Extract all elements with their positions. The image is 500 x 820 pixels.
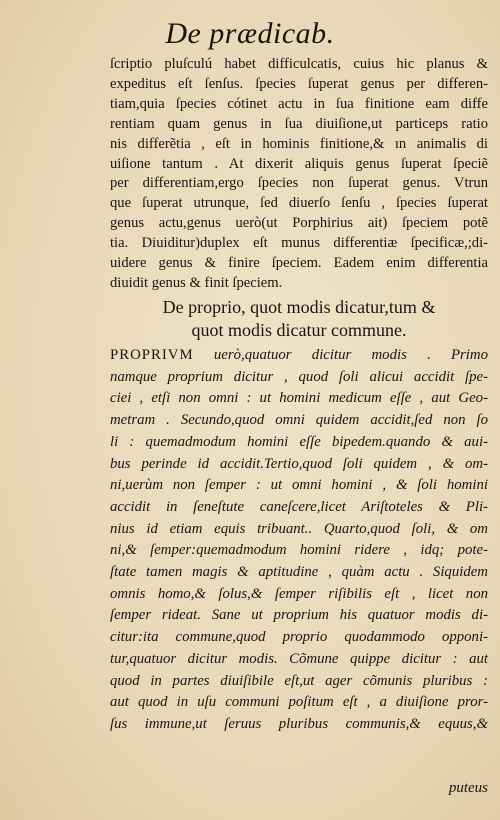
italic-text [110, 345, 488, 736]
text-line: rentiam quam genus in ſua diuiſione,ut particeps ratio [110, 115, 488, 132]
body-text [110, 55, 488, 294]
text-line: citur:ita commune,quod proprio quodammodo opponi- [110, 629, 488, 646]
text-line: tur,quatuor dicitur modis. Cõmune quippe dicitur : aut [110, 650, 488, 667]
text-line: li : quemadmodum homini eſſe bipedem.quando & aui- [110, 433, 488, 450]
text-line-first [110, 345, 488, 367]
first-line-rest: uerò,quatuor dicitur modis . Primo [193, 347, 488, 363]
text-line: ni,& ſemper:quemadmodum homini ridere , idq; pote- [110, 542, 488, 559]
text-line: metram . Secundo,quod omni quidem accidit,ſed non ſo [110, 412, 488, 429]
text-line: nius id etiam equis tribuant.. Quarto,quod ſoli, & om [110, 520, 488, 537]
text-line: accidit in ſeneſtute caneſcere,licet Ariſtoteles & Pli- [110, 498, 488, 515]
text-line: aut quod in uſu communi poſitum eſt , a diuiſione pror- [110, 694, 488, 711]
text-line: namque proprium dicitur , quod ſoli alicui accidit ſpe- [110, 368, 488, 385]
text-line: tiam,quia ſpecies cótinet actu in ſua finitione eam diffe [110, 95, 488, 112]
running-head: De prædicab. [165, 17, 335, 50]
text-line: uiſione tantum . At dixerit aliquis genus ſuperat ſpeciẽ [110, 155, 488, 172]
text-line: ni,uerùm non ſemper : ut omni homini , & ſoli homini [110, 477, 488, 494]
text-line: que ſuperat utrunque, ſed diuerſo ſenſu , ſpecies ſuperat [110, 195, 488, 212]
initial-word: PROPRIVM [110, 347, 194, 363]
section-heading-line-1: De proprio, quot modis dicatur,tum & [162, 297, 436, 317]
text-line: uidere genus & finire ſpeciem. Eadem enim differentia [110, 255, 488, 272]
text-line: ſus immune,ut ſeruus pluribus communis,& equus,& [110, 715, 488, 732]
text-line: expeditus eſt ſenſus. ſpecies ſuperat genus per differen- [110, 75, 488, 92]
text-line: diuidit genus & finit ſpeciem. [110, 274, 283, 291]
text-line: ſemper rideat. Sane ut proprium his quatuor modis di- [110, 607, 488, 624]
catchword: puteus [448, 780, 488, 796]
text-line: ſcriptio pluſculú habet difficulcatis, cuius hic planus & [110, 56, 488, 72]
section-heading-line-2: quot modis dicatur commune. [191, 320, 407, 340]
text-line: ſtate tamen magis & aptitudine , quàm actu . Siquidem [110, 564, 488, 581]
text-line: quod in partes diuiſibile eſt,ut ager cõmunis pluribus : [110, 672, 488, 689]
text-line: per differentiam,ergo ſpecies non ſuperat genus. Vtrun [110, 175, 488, 192]
text-line: bus perinde id accidit.Tertio,quod ſoli quidem , & om- [110, 455, 488, 472]
text-line: tia. Diuiditur)duplex eſt munus differentiæ ſpecificæ,;di- [110, 235, 488, 252]
text-line: genus actu,genus uerò(ut Porphirius ait) ſpeciem potẽ [110, 215, 488, 232]
text-line: nis differẽtia , eſt in hominis finitione,& ın animalis di [110, 135, 488, 152]
text-line: omnis homo,& ſolus,& ſemper riſibilis eſt , licet non [110, 585, 488, 602]
text-line: ciei , etſi non omni : ut homini medicum eſſe , aut Geo- [110, 390, 488, 407]
